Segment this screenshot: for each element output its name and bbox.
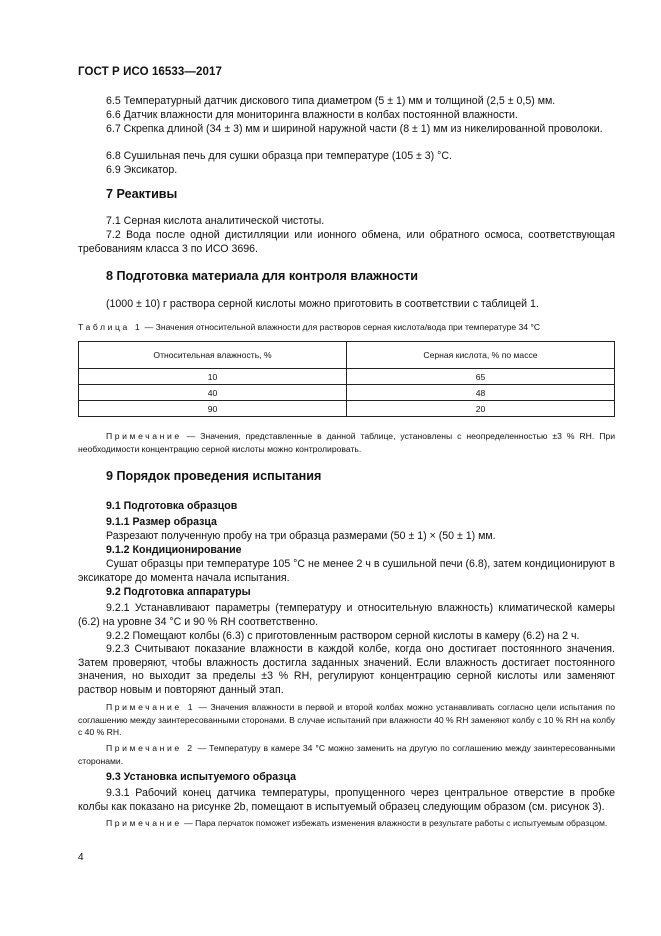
- item-6-8: 6.8 Сушильная печь для сушки образца при температуре (105 ± 3) °С.: [106, 150, 452, 162]
- table-note-text: — Значения, представленные в данной таблице, установлены с неопределенностью ±3 % RH. При необходимости концентрацию серной кислоты можно контролировать.: [78, 431, 615, 454]
- section-9-2-heading: 9.2 Подготовка аппаратуры: [106, 586, 251, 598]
- item-6-5: 6.5 Температурный датчик дискового типа диаметром (5 ± 1) мм и толщиной (2,5 ± 0,5) мм.: [106, 95, 556, 107]
- table-header-row: [79, 342, 615, 369]
- item-7-2: 7.2 Вода после одной дистилляции или ионного обмена, или обратного осмоса, соответствующая требованиям класса 3 по ИСО 3696.: [78, 229, 615, 255]
- item-9-2-3: 9.2.3 Считывают показание влажности в каждой колбе, когда оно достигает постоянного значения. Затем проверяют, чтобы влажность достигла заданных значений. Если влажность достигает постоянного значения, но выходит за пределы ±3 % RH, регулируют концентрацию серной кислоты или заменяют раствор новым и повторяют данный этап.: [78, 643, 615, 696]
- section-9-1-1-text: Разрезают полученную пробу на три образца размерами (50 ± 1) × (50 ± 1) мм.: [106, 530, 496, 542]
- table-row: [79, 369, 615, 385]
- humidity-table: [78, 341, 615, 417]
- section-9-1-2-heading: 9.1.2 Кондиционирование: [106, 544, 242, 556]
- table-cell-acid: 48: [347, 385, 615, 401]
- table-row: [79, 385, 615, 401]
- section-9-1-heading: 9.1 Подготовка образцов: [106, 500, 238, 512]
- note-1: [78, 701, 615, 739]
- section-9-1-1-heading: 9.1.1 Размер образца: [106, 516, 217, 528]
- item-6-7: 6.7 Скрепка длиной (34 ± 3) мм и шириной наружной части (8 ± 1) мм из никелированной проволоки.: [106, 123, 603, 135]
- table-caption: [78, 322, 540, 332]
- table-cell-acid: 20: [347, 401, 615, 417]
- table-cell-rh: 90: [79, 401, 347, 417]
- note-3-text: — Пара перчаток поможет избежать изменения влажности в результате работы с испытуемым образцом.: [181, 818, 608, 828]
- table-caption-text: — Значения относительной влажности для растворов серная кислота/вода при температуре 34 °С: [142, 322, 541, 332]
- item-9-2-2: 9.2.2 Помещают колбы (6.3) с приготовленным раствором серной кислоты в камеру (6.2) на 2 ч.: [106, 630, 580, 642]
- section-9-3-heading: 9.3 Установка испытуемого образца: [106, 771, 297, 783]
- note-2: [78, 742, 615, 767]
- table-header-rh: Относительная влажность, %: [79, 342, 347, 369]
- note-2-text: — Температуру в камере 34 °С можно заменить на другую по соглашению между заинтересованными сторонами.: [78, 743, 616, 766]
- item-9-2-1: 9.2.1 Устанавливают параметры (температуру и относительную влажность) климатической камеры (6.2) на уровне 34 °С и 90 % RH соответственно.: [78, 602, 615, 628]
- table-note-label: Примечание: [106, 431, 182, 441]
- table-caption-label: Таблица 1: [78, 322, 143, 332]
- item-6-9: 6.9 Эксикатор.: [106, 164, 178, 176]
- section-8-text: (1000 ± 10) г раствора серной кислоты можно приготовить в соответствии с таблицей 1.: [106, 298, 539, 310]
- note-1-label: Примечание 1: [106, 702, 196, 712]
- table-cell-rh: 10: [79, 369, 347, 385]
- note-3-label: Примечание: [106, 818, 182, 828]
- note-1-text: — Значения влажности в первой и второй колбах можно устанавливать согласно цели испытания по соглашению между заинтересованными сторонами. В случае испытаний при влажности 40 % RH заменяют колбу с 10 % RH на колбу с 40 % RH.: [78, 702, 615, 737]
- section-9-1-2-text: Сушат образцы при температуре 105 °С не менее 2 ч в сушильной печи (6.8), затем кондиционируют в эксикаторе до момента начала испытания.: [78, 558, 615, 584]
- note-3: [78, 817, 615, 830]
- page-number: 4: [78, 852, 84, 863]
- table-note: [78, 430, 615, 455]
- item-7-1: 7.1 Серная кислота аналитической чистоты.: [106, 215, 325, 227]
- table-header-acid: Серная кислота, % по массе: [347, 342, 615, 369]
- table-row: [79, 401, 615, 417]
- table-cell-acid: 65: [347, 369, 615, 385]
- note-2-label: Примечание 2: [106, 743, 195, 753]
- section-7-heading: 7 Реактивы: [106, 187, 178, 201]
- section-9-heading: 9 Порядок проведения испытания: [106, 469, 322, 483]
- item-6-6: 6.6 Датчик влажности для мониторинга влажности в колбах постоянной влажности.: [106, 109, 518, 121]
- table-cell-rh: 40: [79, 385, 347, 401]
- document-header: ГОСТ Р ИСО 16533—2017: [78, 66, 223, 78]
- item-9-3-1: 9.3.1 Рабочий конец датчика температуры, пропущенного через центральное отверстие в пробке колбы как показано на рисунке 2b, помещают в испытуемый образец следующим образом (см. рисунок 3).: [78, 787, 615, 813]
- section-8-heading: 8 Подготовка материала для контроля влажности: [106, 269, 418, 283]
